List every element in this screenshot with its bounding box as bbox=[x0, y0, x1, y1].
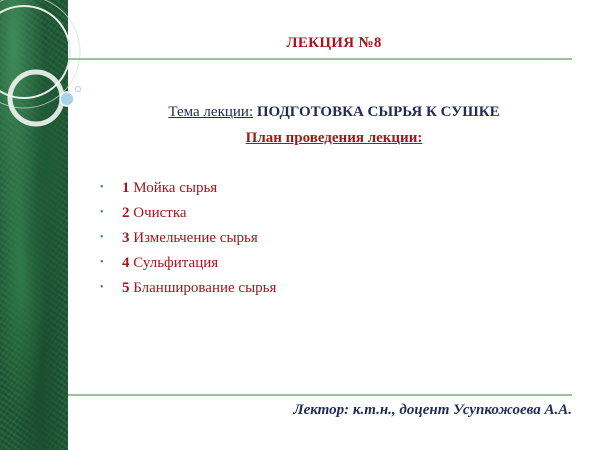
bullet-icon: • bbox=[100, 232, 104, 243]
plan-heading: План проведения лекции: bbox=[245, 130, 423, 146]
list-item bbox=[100, 278, 276, 303]
list-item bbox=[100, 178, 276, 203]
item-text: Очистка bbox=[133, 205, 187, 221]
list-item bbox=[100, 228, 276, 253]
item-text: Сульфитация bbox=[133, 255, 219, 271]
bullet-icon: • bbox=[100, 207, 104, 218]
item-number: 4 bbox=[122, 255, 130, 271]
lecture-plan-list bbox=[100, 178, 276, 303]
list-item bbox=[100, 253, 276, 278]
item-number: 2 bbox=[122, 205, 130, 221]
top-divider bbox=[68, 58, 572, 60]
topic-label: Тема лекции: bbox=[168, 104, 254, 120]
slide-title: ЛЕКЦИЯ №8 bbox=[286, 35, 382, 51]
item-text: Бланширование сырья bbox=[133, 280, 277, 296]
lecture-topic bbox=[68, 104, 600, 121]
bullet-icon: • bbox=[100, 282, 104, 293]
item-number: 5 bbox=[122, 280, 130, 296]
lecturer-credit: Лектор: к.т.н., доцент Усупкожоева А.А. bbox=[293, 402, 572, 418]
item-number: 1 bbox=[122, 180, 130, 196]
bullet-icon: • bbox=[100, 257, 104, 268]
item-text: Мойка сырья bbox=[133, 180, 218, 196]
bullet-icon: • bbox=[100, 182, 104, 193]
topic-value: ПОДГОТОВКА СЫРЬЯ К СУШКЕ bbox=[256, 104, 500, 120]
item-number: 3 bbox=[122, 230, 130, 246]
bottom-divider bbox=[68, 394, 572, 396]
list-item bbox=[100, 203, 276, 228]
item-text: Измельчение сырья bbox=[133, 230, 258, 246]
